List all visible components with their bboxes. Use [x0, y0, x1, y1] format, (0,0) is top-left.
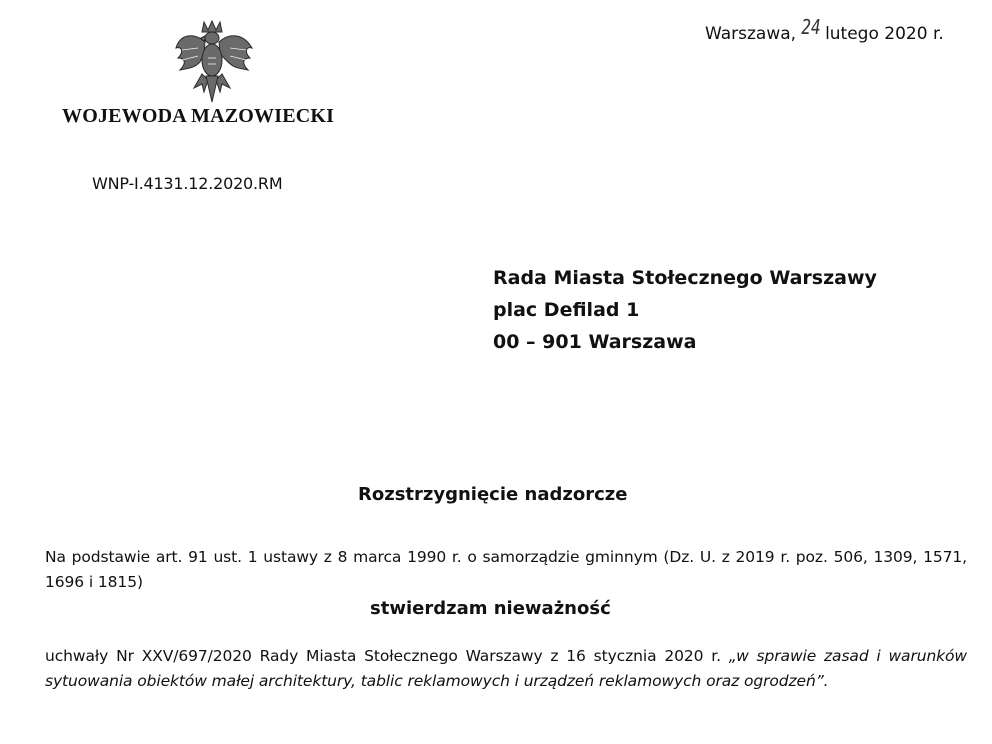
date-prefix: Warszawa, [705, 24, 797, 44]
reference-number: WNP-I.4131.12.2020.RM [92, 174, 283, 193]
recipient-address [493, 262, 877, 358]
legal-basis-paragraph: Na podstawie art. 91 ust. 1 ustawy z 8 marca 1990 r. o samorządzie gminnym (Dz. U. z 2019 r. poz. 506, 1309, 1571, 1696 i 1815) [45, 548, 967, 591]
recipient-name: Rada Miasta Stołecznego Warszawy [493, 267, 877, 289]
recipient-street: plac Defilad 1 [493, 299, 640, 321]
recipient-city: 00 – 901 Warszawa [493, 331, 697, 353]
document-date [705, 15, 944, 44]
resolution-title: „w sprawie zasad i warunków sytuowania obiektów małej architektury, tablic reklamowych i urządzeń reklamowych oraz ogrodzeń”. [45, 647, 968, 690]
handwritten-day: 24 [801, 15, 821, 39]
resolution-paragraph [45, 644, 967, 694]
decision-statement: stwierdzam nieważność [370, 598, 611, 619]
document-heading: Rozstrzygnięcie nadzorcze [358, 484, 628, 505]
issuing-authority: WOJEWODA MAZOWIECKI [62, 105, 335, 127]
date-suffix: lutego 2020 r. [825, 24, 944, 44]
resolution-intro: uchwały Nr XXV/697/2020 Rady Miasta Stołecznego Warszawy z 16 stycznia 2020 r. [45, 647, 729, 665]
polish-eagle-emblem-icon [172, 18, 256, 104]
